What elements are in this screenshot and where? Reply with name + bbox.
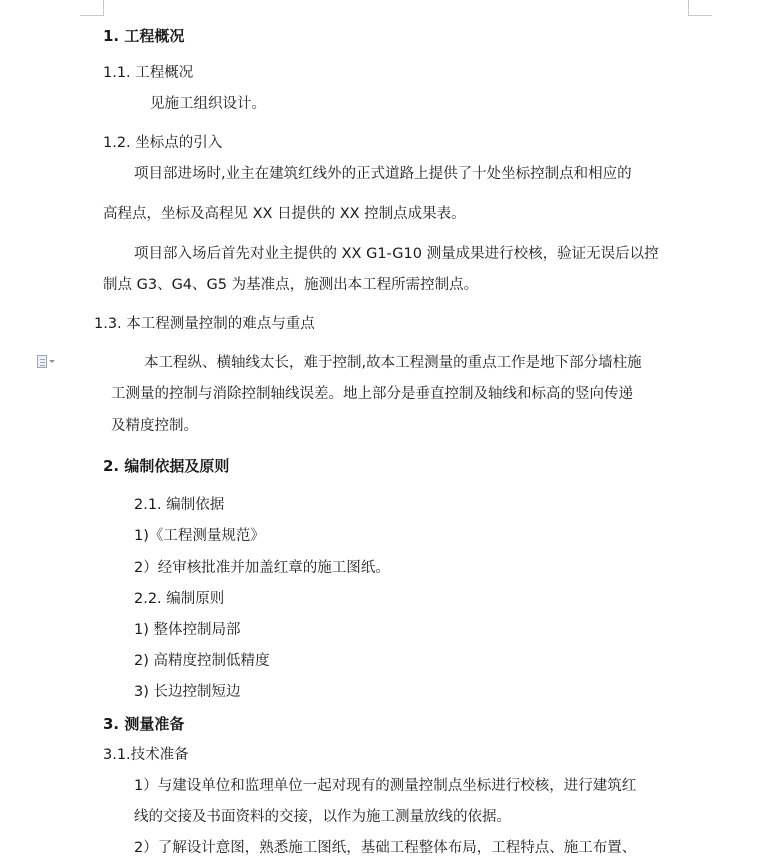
paragraph-line: 1）与建设单位和监理单位一起对现有的测量控制点坐标进行校核，进行建筑红	[134, 778, 637, 794]
crop-mark-top-left	[103, 0, 104, 16]
subheading-1-3: 1.3. 本工程测量控制的难点与重点	[94, 316, 315, 332]
subheading-2-1: 2.1. 编制依据	[134, 497, 225, 513]
crop-mark-top-right	[688, 0, 689, 16]
list-item: 3) 长边控制短边	[134, 684, 241, 700]
subheading-2-2: 2.2. 编制原则	[134, 591, 225, 607]
subheading-1-2: 1.2. 坐标点的引入	[103, 135, 223, 151]
paragraph-line: 项目部入场后首先对业主提供的 XX G1-G10 测量成果进行校核，验证无误后以控	[134, 246, 659, 262]
heading-2: 2. 编制依据及原则	[103, 457, 230, 475]
paragraph-line: 本工程纵、横轴线太长，难于控制,故本工程测量的重点工作是地下部分墙柱施	[144, 355, 642, 371]
paragraph-line: 线的交接及书面资料的交接，以作为施工测量放线的依据。	[134, 809, 511, 825]
crop-mark-top-right	[688, 15, 712, 16]
heading-1: 1. 工程概况	[103, 27, 185, 45]
paragraph-line: 工测量的控制与消除控制轴线误差。地上部分是垂直控制及轴线和标高的竖向传递	[111, 386, 633, 402]
list-item: 2) 高精度控制低精度	[134, 653, 270, 669]
paragraph-line: 及精度控制。	[111, 418, 198, 434]
paragraph-line: 2）了解设计意图，熟悉施工图纸，基础工程整体布局，工程特点、施工布置、	[134, 840, 637, 856]
paragraph-line: 高程点，坐标及高程见 XX 日提供的 XX 控制点成果表。	[103, 206, 466, 222]
paragraph-line: 见施工组织设计。	[150, 96, 266, 112]
list-item: 1)《工程测量规范》	[134, 528, 265, 544]
paragraph-layout-icon[interactable]	[35, 354, 53, 370]
heading-3: 3. 测量准备	[103, 715, 185, 733]
subheading-1-1: 1.1. 工程概况	[103, 65, 194, 81]
paragraph-line: 制点 G3、G4、G5 为基准点，施测出本工程所需控制点。	[103, 277, 479, 293]
subheading-3-1: 3.1.技术准备	[103, 747, 189, 763]
crop-mark-top-left	[80, 15, 104, 16]
list-item: 1) 整体控制局部	[134, 622, 241, 638]
list-item: 2）经审核批准并加盖红章的施工图纸。	[134, 560, 390, 576]
paragraph-line: 项目部进场时,业主在建筑红线外的正式道路上提供了十处坐标控制点和相应的	[134, 166, 632, 182]
